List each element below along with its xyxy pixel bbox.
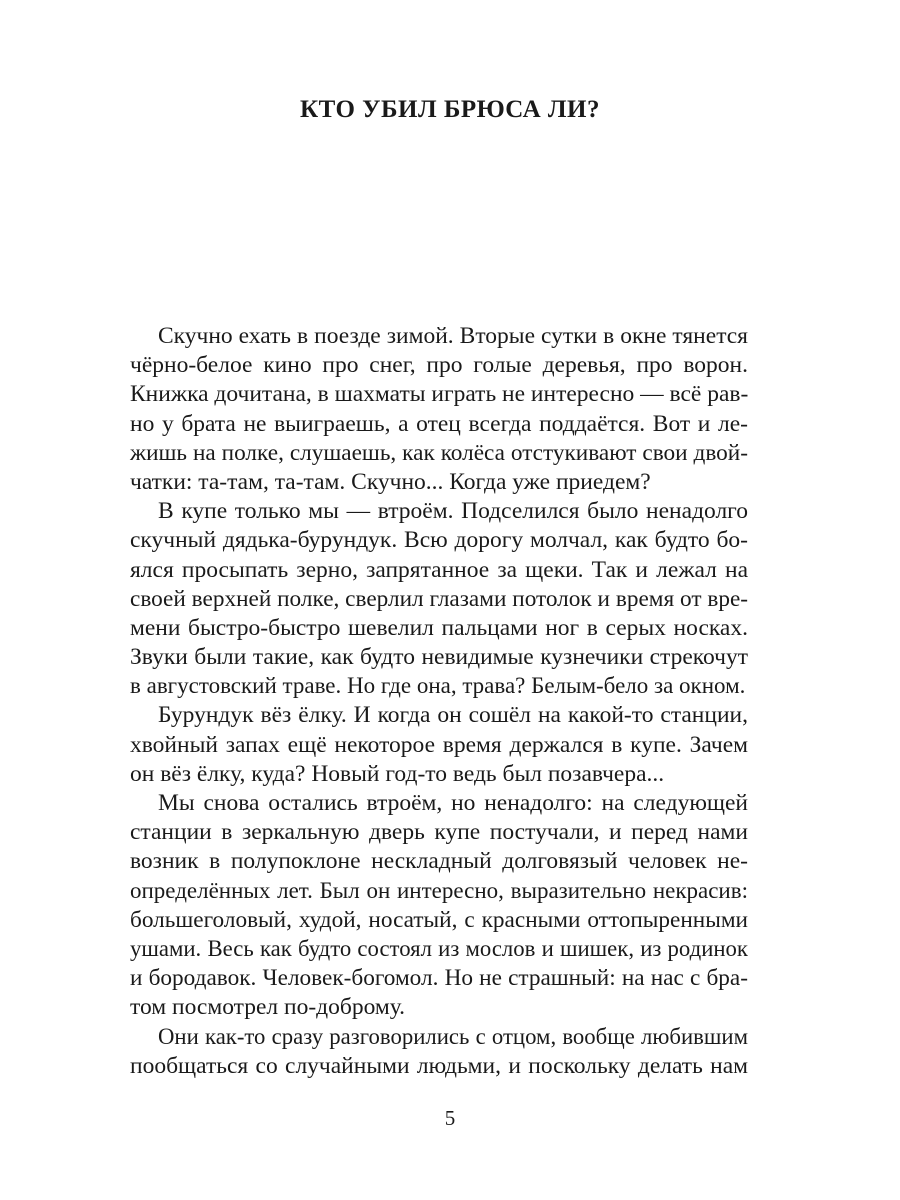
text-line: Книжка дочитана, в шахматы играть не интересно — всё рав- xyxy=(130,381,749,408)
text-line: том посмотрел по-доброму. xyxy=(130,994,406,1021)
text-line: чатки: та-там, та-там. Скучно... Когда уже приедем? xyxy=(130,468,651,495)
text-line: В купе только мы — втроём. Подселился было ненадолго xyxy=(158,498,748,525)
text-line: Звуки были такие, как будто невидимые кузнечики стрекочут xyxy=(130,644,748,671)
text-line: но у брата не выиграешь, а отец всегда поддаётся. Вот и ле- xyxy=(130,410,748,437)
page-number: 5 xyxy=(444,1106,456,1130)
text-line: чёрно-белое кино про снег, про голые деревья, про ворон. xyxy=(130,352,748,379)
text-line: ушами. Весь как будто состоял из мослов и шишек, из родинок xyxy=(130,935,748,961)
text-line: своей верхней полке, сверлил глазами потолок и время от вре- xyxy=(130,585,748,612)
text-line: Они как-то сразу разговорились с отцом, вообще любившим xyxy=(158,1023,748,1049)
text-line: мени быстро-быстро шевелил пальцами ног в серых носках. xyxy=(130,614,748,641)
text-line: станции в зеркальную дверь купе постучали, и перед нами xyxy=(130,819,748,846)
text-line: жишь на полке, слушаешь, как колёса отстукивают свои двой- xyxy=(130,439,748,466)
text-line: определённых лет. Был он интересно, выразительно некрасив: xyxy=(130,877,748,903)
text-line: в августовский траве. Но где она, трава? Белым-бело за окном. xyxy=(130,673,746,699)
chapter-title: КТО УБИЛ БРЮСА ЛИ? xyxy=(299,96,600,123)
body-text xyxy=(130,323,748,1082)
text-line: и бородавок. Человек-богомол. Но не страшный: на нас с бра- xyxy=(130,965,748,992)
text-line: Мы снова остались втроём, но ненадолго: на следующей xyxy=(158,790,748,816)
text-line: большеголовый, худой, носатый, с красными оттопыренными xyxy=(130,906,748,933)
text-line: Бурундук вёз ёлку. И когда он сошёл на какой-то станции, xyxy=(158,702,748,729)
text-line: хвойный запах ещё некоторое время держался в купе. Зачем xyxy=(130,731,748,758)
text-line: ялся просыпать зерно, запрятанное за щеки. Так и лежал на xyxy=(130,556,748,583)
text-line: возник в полупоклоне нескладный долговязый человек не- xyxy=(130,848,748,875)
text-line: скучный дядька-бурундук. Всю дорогу молчал, как будто бо- xyxy=(130,527,748,554)
text-line: Скучно ехать в поезде зимой. Вторые сутки в окне тянется xyxy=(158,323,748,349)
text-line: пообщаться со случайными людьми, и поскольку делать нам xyxy=(130,1052,748,1079)
text-line: он вёз ёлку, куда? Новый год-то ведь был позавчера... xyxy=(130,760,665,787)
